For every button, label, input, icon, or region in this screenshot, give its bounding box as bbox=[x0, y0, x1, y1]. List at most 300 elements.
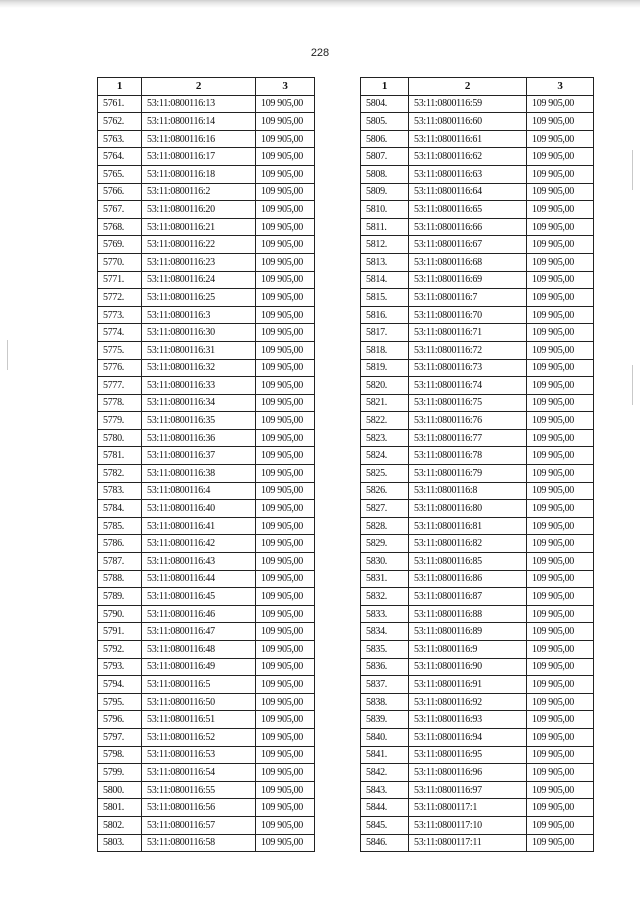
row-number-cell: 5771. bbox=[98, 271, 142, 289]
cadastral-number-cell: 53:11:0800116:89 bbox=[409, 623, 527, 641]
row-number-cell: 5770. bbox=[98, 253, 142, 271]
cadastral-value-cell: 109 905,00 bbox=[527, 605, 594, 623]
row-number-cell: 5839. bbox=[361, 711, 409, 729]
scan-edge-shadow bbox=[0, 0, 640, 8]
cadastral-value-cell: 109 905,00 bbox=[256, 834, 315, 852]
table-row bbox=[98, 517, 315, 535]
row-number-cell: 5811. bbox=[361, 218, 409, 236]
table-row bbox=[361, 306, 594, 324]
table-row bbox=[361, 165, 594, 183]
cadastral-number-cell: 53:11:0800116:23 bbox=[142, 253, 256, 271]
row-number-cell: 5793. bbox=[98, 658, 142, 676]
cadastral-value-cell: 109 905,00 bbox=[527, 781, 594, 799]
table-row bbox=[361, 148, 594, 166]
cadastral-value-cell: 109 905,00 bbox=[527, 306, 594, 324]
cadastral-value-cell: 109 905,00 bbox=[256, 676, 315, 694]
table-row bbox=[98, 271, 315, 289]
table-row bbox=[98, 306, 315, 324]
row-number-cell: 5772. bbox=[98, 289, 142, 307]
column-header-number: 1 bbox=[98, 78, 142, 96]
cadastral-number-cell: 53:11:0800116:58 bbox=[142, 834, 256, 852]
cadastral-value-cell: 109 905,00 bbox=[527, 746, 594, 764]
cadastral-value-cell: 109 905,00 bbox=[256, 465, 315, 483]
cadastral-value-cell: 109 905,00 bbox=[527, 165, 594, 183]
cadastral-value-cell: 109 905,00 bbox=[527, 113, 594, 131]
table-row bbox=[98, 113, 315, 131]
table-row bbox=[361, 764, 594, 782]
table-row bbox=[361, 218, 594, 236]
table-row bbox=[98, 553, 315, 571]
row-number-cell: 5810. bbox=[361, 201, 409, 219]
table-row bbox=[361, 799, 594, 817]
cadastral-value-cell: 109 905,00 bbox=[256, 658, 315, 676]
cadastral-number-cell: 53:11:0800116:72 bbox=[409, 341, 527, 359]
cadastral-number-cell: 53:11:0800116:9 bbox=[409, 641, 527, 659]
cadastral-value-cell: 109 905,00 bbox=[256, 359, 315, 377]
table-row bbox=[361, 201, 594, 219]
cadastral-number-cell: 53:11:0800116:71 bbox=[409, 324, 527, 342]
table-row bbox=[98, 165, 315, 183]
cadastral-value-cell: 109 905,00 bbox=[256, 816, 315, 834]
cadastral-number-cell: 53:11:0800116:65 bbox=[409, 201, 527, 219]
cadastral-value-cell: 109 905,00 bbox=[256, 693, 315, 711]
cadastral-number-cell: 53:11:0800116:93 bbox=[409, 711, 527, 729]
cadastral-number-cell: 53:11:0800116:75 bbox=[409, 394, 527, 412]
cadastral-number-cell: 53:11:0800116:46 bbox=[142, 605, 256, 623]
cadastral-value-cell: 109 905,00 bbox=[256, 429, 315, 447]
cadastral-number-cell: 53:11:0800116:22 bbox=[142, 236, 256, 254]
row-number-cell: 5784. bbox=[98, 500, 142, 518]
cadastral-value-cell: 109 905,00 bbox=[527, 676, 594, 694]
table-row bbox=[98, 148, 315, 166]
column-header-value: 3 bbox=[256, 78, 315, 96]
row-number-cell: 5843. bbox=[361, 781, 409, 799]
row-number-cell: 5799. bbox=[98, 764, 142, 782]
cadastral-number-cell: 53:11:0800116:35 bbox=[142, 412, 256, 430]
table-row bbox=[361, 130, 594, 148]
table-row bbox=[361, 535, 594, 553]
cadastral-value-cell: 109 905,00 bbox=[256, 412, 315, 430]
table-row bbox=[361, 658, 594, 676]
row-number-cell: 5783. bbox=[98, 482, 142, 500]
cadastral-number-cell: 53:11:0800116:85 bbox=[409, 553, 527, 571]
row-number-cell: 5838. bbox=[361, 693, 409, 711]
table-row bbox=[98, 676, 315, 694]
cadastral-value-cell: 109 905,00 bbox=[256, 165, 315, 183]
cadastral-value-cell: 109 905,00 bbox=[527, 588, 594, 606]
cadastral-number-cell: 53:11:0800116:48 bbox=[142, 641, 256, 659]
cadastral-value-cell: 109 905,00 bbox=[527, 535, 594, 553]
row-number-cell: 5790. bbox=[98, 605, 142, 623]
cadastral-number-cell: 53:11:0800116:45 bbox=[142, 588, 256, 606]
table-row bbox=[361, 359, 594, 377]
row-number-cell: 5834. bbox=[361, 623, 409, 641]
table-row bbox=[361, 253, 594, 271]
cadastral-number-cell: 53:11:0800116:77 bbox=[409, 429, 527, 447]
row-number-cell: 5840. bbox=[361, 728, 409, 746]
cadastral-value-cell: 109 905,00 bbox=[527, 95, 594, 113]
cadastral-value-cell: 109 905,00 bbox=[527, 201, 594, 219]
cadastral-number-cell: 53:11:0800117:10 bbox=[409, 816, 527, 834]
cadastral-value-cell: 109 905,00 bbox=[527, 130, 594, 148]
cadastral-value-cell: 109 905,00 bbox=[527, 764, 594, 782]
row-number-cell: 5777. bbox=[98, 377, 142, 395]
table-row bbox=[361, 113, 594, 131]
cadastral-value-cell: 109 905,00 bbox=[256, 535, 315, 553]
cadastral-number-cell: 53:11:0800116:52 bbox=[142, 728, 256, 746]
cadastral-value-cell: 109 905,00 bbox=[527, 728, 594, 746]
cadastral-value-cell: 109 905,00 bbox=[256, 324, 315, 342]
row-number-cell: 5778. bbox=[98, 394, 142, 412]
cadastral-value-cell: 109 905,00 bbox=[256, 711, 315, 729]
cadastral-value-cell: 109 905,00 bbox=[256, 570, 315, 588]
table-row bbox=[98, 711, 315, 729]
row-number-cell: 5819. bbox=[361, 359, 409, 377]
cadastral-number-cell: 53:11:0800116:97 bbox=[409, 781, 527, 799]
scan-mark bbox=[632, 150, 633, 190]
cadastral-number-cell: 53:11:0800116:94 bbox=[409, 728, 527, 746]
cadastral-number-cell: 53:11:0800116:67 bbox=[409, 236, 527, 254]
row-number-cell: 5818. bbox=[361, 341, 409, 359]
cadastral-value-cell: 109 905,00 bbox=[256, 394, 315, 412]
row-number-cell: 5796. bbox=[98, 711, 142, 729]
cadastral-number-cell: 53:11:0800116:47 bbox=[142, 623, 256, 641]
cadastral-number-cell: 53:11:0800116:34 bbox=[142, 394, 256, 412]
table-row bbox=[98, 253, 315, 271]
table-row bbox=[98, 799, 315, 817]
cadastral-value-cell: 109 905,00 bbox=[256, 377, 315, 395]
cadastral-value-cell: 109 905,00 bbox=[527, 218, 594, 236]
table-row bbox=[361, 271, 594, 289]
cadastral-number-cell: 53:11:0800117:11 bbox=[409, 834, 527, 852]
cadastral-number-cell: 53:11:0800116:20 bbox=[142, 201, 256, 219]
cadastral-value-cell: 109 905,00 bbox=[256, 253, 315, 271]
cadastral-value-cell: 109 905,00 bbox=[527, 412, 594, 430]
row-number-cell: 5768. bbox=[98, 218, 142, 236]
column-header-number: 1 bbox=[361, 78, 409, 96]
row-number-cell: 5767. bbox=[98, 201, 142, 219]
cadastral-value-cell: 109 905,00 bbox=[527, 711, 594, 729]
table-row bbox=[98, 605, 315, 623]
row-number-cell: 5776. bbox=[98, 359, 142, 377]
table-row bbox=[361, 429, 594, 447]
row-number-cell: 5800. bbox=[98, 781, 142, 799]
cadastral-number-cell: 53:11:0800116:88 bbox=[409, 605, 527, 623]
column-header-cadastral: 2 bbox=[409, 78, 527, 96]
table-row bbox=[98, 764, 315, 782]
cadastral-number-cell: 53:11:0800116:91 bbox=[409, 676, 527, 694]
row-number-cell: 5795. bbox=[98, 693, 142, 711]
cadastral-number-cell: 53:11:0800116:82 bbox=[409, 535, 527, 553]
table-row bbox=[98, 447, 315, 465]
cadastral-number-cell: 53:11:0800116:38 bbox=[142, 465, 256, 483]
table-row bbox=[98, 429, 315, 447]
column-header-value: 3 bbox=[527, 78, 594, 96]
page-number: 228 bbox=[310, 47, 330, 59]
cadastral-number-cell: 53:11:0800116:78 bbox=[409, 447, 527, 465]
cadastral-number-cell: 53:11:0800116:57 bbox=[142, 816, 256, 834]
cadastral-number-cell: 53:11:0800116:32 bbox=[142, 359, 256, 377]
table-row bbox=[98, 324, 315, 342]
row-number-cell: 5782. bbox=[98, 465, 142, 483]
row-number-cell: 5797. bbox=[98, 728, 142, 746]
table-row bbox=[361, 394, 594, 412]
cadastral-number-cell: 53:11:0800116:59 bbox=[409, 95, 527, 113]
table-row bbox=[98, 412, 315, 430]
cadastral-number-cell: 53:11:0800116:17 bbox=[142, 148, 256, 166]
cadastral-number-cell: 53:11:0800116:5 bbox=[142, 676, 256, 694]
table-row bbox=[98, 95, 315, 113]
cadastral-number-cell: 53:11:0800116:3 bbox=[142, 306, 256, 324]
table-row bbox=[98, 289, 315, 307]
row-number-cell: 5764. bbox=[98, 148, 142, 166]
cadastral-number-cell: 53:11:0800116:87 bbox=[409, 588, 527, 606]
cadastral-value-cell: 109 905,00 bbox=[527, 517, 594, 535]
table-row bbox=[361, 834, 594, 852]
row-number-cell: 5845. bbox=[361, 816, 409, 834]
table-row bbox=[361, 500, 594, 518]
table-row bbox=[361, 447, 594, 465]
table-row bbox=[98, 816, 315, 834]
cadastral-number-cell: 53:11:0800116:16 bbox=[142, 130, 256, 148]
row-number-cell: 5823. bbox=[361, 429, 409, 447]
table-row bbox=[98, 834, 315, 852]
cadastral-value-cell: 109 905,00 bbox=[527, 341, 594, 359]
row-number-cell: 5815. bbox=[361, 289, 409, 307]
table-row bbox=[361, 482, 594, 500]
table-row bbox=[98, 728, 315, 746]
table-row bbox=[361, 588, 594, 606]
row-number-cell: 5822. bbox=[361, 412, 409, 430]
cadastral-value-cell: 109 905,00 bbox=[256, 130, 315, 148]
table-row bbox=[98, 341, 315, 359]
table-row bbox=[361, 324, 594, 342]
cadastral-number-cell: 53:11:0800116:95 bbox=[409, 746, 527, 764]
column-header-cadastral: 2 bbox=[142, 78, 256, 96]
table-row bbox=[98, 535, 315, 553]
table-row bbox=[361, 746, 594, 764]
cadastral-number-cell: 53:11:0800116:21 bbox=[142, 218, 256, 236]
row-number-cell: 5803. bbox=[98, 834, 142, 852]
cadastral-value-cell: 109 905,00 bbox=[527, 447, 594, 465]
cadastral-number-cell: 53:11:0800116:80 bbox=[409, 500, 527, 518]
table-row bbox=[361, 623, 594, 641]
row-number-cell: 5791. bbox=[98, 623, 142, 641]
row-number-cell: 5832. bbox=[361, 588, 409, 606]
cadastral-number-cell: 53:11:0800116:62 bbox=[409, 148, 527, 166]
cadastral-value-cell: 109 905,00 bbox=[256, 605, 315, 623]
cadastral-number-cell: 53:11:0800116:92 bbox=[409, 693, 527, 711]
row-number-cell: 5817. bbox=[361, 324, 409, 342]
cadastral-number-cell: 53:11:0800116:33 bbox=[142, 377, 256, 395]
table-row bbox=[361, 412, 594, 430]
table-row bbox=[98, 746, 315, 764]
row-number-cell: 5825. bbox=[361, 465, 409, 483]
row-number-cell: 5814. bbox=[361, 271, 409, 289]
cadastral-number-cell: 53:11:0800116:69 bbox=[409, 271, 527, 289]
cadastral-value-cell: 109 905,00 bbox=[256, 113, 315, 131]
table-row bbox=[98, 183, 315, 201]
row-number-cell: 5787. bbox=[98, 553, 142, 571]
row-number-cell: 5763. bbox=[98, 130, 142, 148]
table-row bbox=[361, 570, 594, 588]
cadastral-value-cell: 109 905,00 bbox=[527, 148, 594, 166]
scan-mark bbox=[7, 340, 8, 370]
row-number-cell: 5837. bbox=[361, 676, 409, 694]
row-number-cell: 5802. bbox=[98, 816, 142, 834]
table-header-row bbox=[98, 78, 315, 96]
table-row bbox=[361, 711, 594, 729]
cadastral-value-cell: 109 905,00 bbox=[527, 623, 594, 641]
cadastral-value-cell: 109 905,00 bbox=[527, 693, 594, 711]
table-row bbox=[98, 482, 315, 500]
cadastral-number-cell: 53:11:0800117:1 bbox=[409, 799, 527, 817]
cadastral-number-cell: 53:11:0800116:55 bbox=[142, 781, 256, 799]
row-number-cell: 5780. bbox=[98, 429, 142, 447]
table-row bbox=[361, 465, 594, 483]
cadastral-value-cell: 109 905,00 bbox=[527, 429, 594, 447]
cadastral-value-cell: 109 905,00 bbox=[256, 623, 315, 641]
table-row bbox=[98, 588, 315, 606]
row-number-cell: 5798. bbox=[98, 746, 142, 764]
cadastral-value-cell: 109 905,00 bbox=[256, 236, 315, 254]
table-row bbox=[361, 605, 594, 623]
row-number-cell: 5836. bbox=[361, 658, 409, 676]
cadastral-value-cell: 109 905,00 bbox=[527, 658, 594, 676]
registry-table-right bbox=[360, 77, 594, 852]
cadastral-number-cell: 53:11:0800116:31 bbox=[142, 341, 256, 359]
cadastral-number-cell: 53:11:0800116:54 bbox=[142, 764, 256, 782]
cadastral-value-cell: 109 905,00 bbox=[256, 447, 315, 465]
cadastral-value-cell: 109 905,00 bbox=[256, 183, 315, 201]
row-number-cell: 5835. bbox=[361, 641, 409, 659]
cadastral-value-cell: 109 905,00 bbox=[527, 834, 594, 852]
cadastral-value-cell: 109 905,00 bbox=[256, 641, 315, 659]
row-number-cell: 5765. bbox=[98, 165, 142, 183]
cadastral-number-cell: 53:11:0800116:49 bbox=[142, 658, 256, 676]
cadastral-value-cell: 109 905,00 bbox=[256, 799, 315, 817]
row-number-cell: 5816. bbox=[361, 306, 409, 324]
cadastral-value-cell: 109 905,00 bbox=[256, 764, 315, 782]
table-row bbox=[98, 693, 315, 711]
cadastral-value-cell: 109 905,00 bbox=[527, 377, 594, 395]
table-row bbox=[361, 641, 594, 659]
table-row bbox=[98, 641, 315, 659]
cadastral-value-cell: 109 905,00 bbox=[256, 500, 315, 518]
cadastral-number-cell: 53:11:0800116:76 bbox=[409, 412, 527, 430]
cadastral-value-cell: 109 905,00 bbox=[256, 517, 315, 535]
cadastral-value-cell: 109 905,00 bbox=[256, 781, 315, 799]
row-number-cell: 5830. bbox=[361, 553, 409, 571]
row-number-cell: 5812. bbox=[361, 236, 409, 254]
cadastral-number-cell: 53:11:0800116:36 bbox=[142, 429, 256, 447]
table-row bbox=[361, 553, 594, 571]
table-row bbox=[361, 377, 594, 395]
cadastral-number-cell: 53:11:0800116:68 bbox=[409, 253, 527, 271]
cadastral-number-cell: 53:11:0800116:30 bbox=[142, 324, 256, 342]
cadastral-value-cell: 109 905,00 bbox=[256, 218, 315, 236]
table-row bbox=[98, 465, 315, 483]
cadastral-value-cell: 109 905,00 bbox=[527, 324, 594, 342]
cadastral-number-cell: 53:11:0800116:50 bbox=[142, 693, 256, 711]
cadastral-number-cell: 53:11:0800116:53 bbox=[142, 746, 256, 764]
row-number-cell: 5828. bbox=[361, 517, 409, 535]
table-body-left bbox=[98, 95, 315, 852]
cadastral-value-cell: 109 905,00 bbox=[527, 465, 594, 483]
table-row bbox=[98, 236, 315, 254]
row-number-cell: 5826. bbox=[361, 482, 409, 500]
table-row bbox=[361, 676, 594, 694]
cadastral-number-cell: 53:11:0800116:44 bbox=[142, 570, 256, 588]
row-number-cell: 5808. bbox=[361, 165, 409, 183]
table-row bbox=[98, 500, 315, 518]
cadastral-number-cell: 53:11:0800116:37 bbox=[142, 447, 256, 465]
cadastral-value-cell: 109 905,00 bbox=[256, 728, 315, 746]
cadastral-number-cell: 53:11:0800116:61 bbox=[409, 130, 527, 148]
row-number-cell: 5794. bbox=[98, 676, 142, 694]
cadastral-number-cell: 53:11:0800116:81 bbox=[409, 517, 527, 535]
row-number-cell: 5788. bbox=[98, 570, 142, 588]
table-row bbox=[98, 201, 315, 219]
table-row bbox=[361, 183, 594, 201]
row-number-cell: 5827. bbox=[361, 500, 409, 518]
row-number-cell: 5786. bbox=[98, 535, 142, 553]
cadastral-value-cell: 109 905,00 bbox=[527, 289, 594, 307]
table-row bbox=[98, 658, 315, 676]
cadastral-value-cell: 109 905,00 bbox=[527, 271, 594, 289]
table-row bbox=[98, 359, 315, 377]
row-number-cell: 5806. bbox=[361, 130, 409, 148]
row-number-cell: 5813. bbox=[361, 253, 409, 271]
table-row bbox=[361, 236, 594, 254]
cadastral-number-cell: 53:11:0800116:60 bbox=[409, 113, 527, 131]
cadastral-value-cell: 109 905,00 bbox=[256, 289, 315, 307]
table-row bbox=[361, 341, 594, 359]
row-number-cell: 5779. bbox=[98, 412, 142, 430]
row-number-cell: 5844. bbox=[361, 799, 409, 817]
cadastral-value-cell: 109 905,00 bbox=[527, 236, 594, 254]
row-number-cell: 5807. bbox=[361, 148, 409, 166]
cadastral-value-cell: 109 905,00 bbox=[527, 359, 594, 377]
cadastral-number-cell: 53:11:0800116:63 bbox=[409, 165, 527, 183]
cadastral-number-cell: 53:11:0800116:73 bbox=[409, 359, 527, 377]
cadastral-value-cell: 109 905,00 bbox=[527, 394, 594, 412]
cadastral-number-cell: 53:11:0800116:7 bbox=[409, 289, 527, 307]
row-number-cell: 5841. bbox=[361, 746, 409, 764]
row-number-cell: 5805. bbox=[361, 113, 409, 131]
row-number-cell: 5769. bbox=[98, 236, 142, 254]
table-row bbox=[361, 289, 594, 307]
cadastral-number-cell: 53:11:0800116:41 bbox=[142, 517, 256, 535]
cadastral-value-cell: 109 905,00 bbox=[256, 341, 315, 359]
cadastral-value-cell: 109 905,00 bbox=[527, 253, 594, 271]
row-number-cell: 5766. bbox=[98, 183, 142, 201]
cadastral-number-cell: 53:11:0800116:51 bbox=[142, 711, 256, 729]
cadastral-value-cell: 109 905,00 bbox=[527, 570, 594, 588]
cadastral-number-cell: 53:11:0800116:24 bbox=[142, 271, 256, 289]
table-row bbox=[98, 130, 315, 148]
table-row bbox=[98, 218, 315, 236]
cadastral-value-cell: 109 905,00 bbox=[527, 641, 594, 659]
cadastral-number-cell: 53:11:0800116:40 bbox=[142, 500, 256, 518]
row-number-cell: 5792. bbox=[98, 641, 142, 659]
row-number-cell: 5761. bbox=[98, 95, 142, 113]
row-number-cell: 5842. bbox=[361, 764, 409, 782]
cadastral-value-cell: 109 905,00 bbox=[527, 553, 594, 571]
cadastral-value-cell: 109 905,00 bbox=[256, 148, 315, 166]
row-number-cell: 5804. bbox=[361, 95, 409, 113]
cadastral-number-cell: 53:11:0800116:70 bbox=[409, 306, 527, 324]
